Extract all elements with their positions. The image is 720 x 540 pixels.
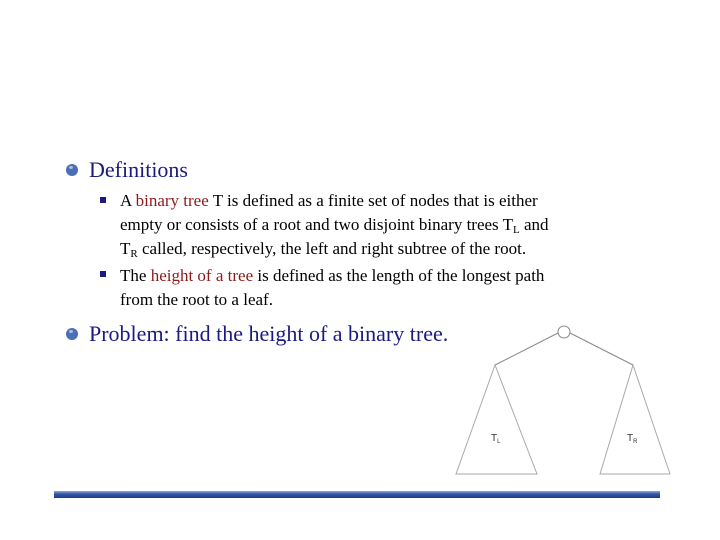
footer-bar	[54, 491, 660, 498]
bullet-problem: Problem: find the height of a binary tree.	[89, 321, 449, 346]
edge-left	[495, 333, 558, 365]
definition-binary-tree-line1: A binary tree T is defined as a finite set of nodes that is either	[120, 191, 538, 210]
definition-binary-tree-line2: empty or consists of a root and two disjoint binary trees $T_L$ and	[120, 215, 549, 236]
bullet-dot	[66, 164, 78, 176]
definition-binary-tree-line3: $T_R$ called, respectively, the left and right subtree of the root.	[120, 239, 527, 260]
root-node	[558, 326, 570, 338]
definition-height-line1: The height of a tree is defined as the length of the longest path	[120, 266, 545, 285]
sub-bullet-marker	[100, 197, 106, 203]
label-left-subtree: $T_L$	[491, 433, 501, 445]
term-binary-tree: binary tree	[135, 191, 209, 210]
edge-right	[570, 333, 633, 365]
definition-height-line2: from the root to a leaf.	[120, 290, 273, 309]
bullet-definitions: Definitions	[89, 157, 188, 182]
right-subtree	[600, 365, 670, 474]
binary-tree-diagram	[450, 320, 680, 480]
label-right-subtree: $T_R$	[627, 433, 638, 445]
bullet-dot	[66, 328, 78, 340]
sub-bullet-marker	[100, 271, 106, 277]
term-height-of-a-tree: height of a tree	[150, 266, 254, 285]
left-subtree	[456, 365, 537, 474]
